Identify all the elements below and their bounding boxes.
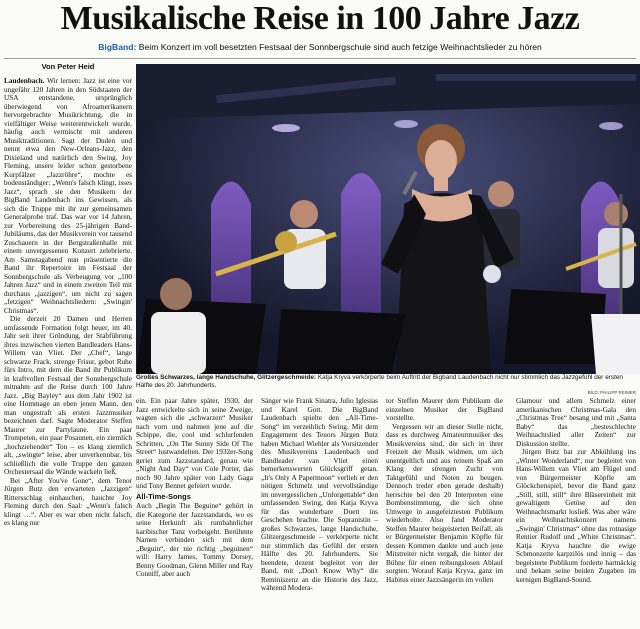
paragraph: Glamour und allem Schmelz einer amerikanischen Christmas-Gala den „Christmas Tree“ besang und mit „Santa Baby“ das „besteschlechte Weihnachtslied aller Zeiten“ zur Diskussion stellte.	[516, 397, 636, 448]
paragraph: Jürgen Butz bat zur Abkühlung ins „Winter Wonderland“, nur begleitet von Hans-Willem van Vliet am Flügel und von Bürgermeister Köpfle am Glöckchenspiel, bevor die Band ganz „Still, still, still“ ihre Bläsereinheit mit gewaltigem Getöse auf den Weihnachtsmarkt losließ. Was aber wäre ein Weihnachtskonzert namens „Swingin' Christmas“ ohne das rotnasige Rentier Rudolf und „White Christmas“. Katja Kryva hauchte die ewige Schmonzette karpzilös und innig – das begeisterte Publikum forderte hartnäckig und bekam seine beiden Zugaben im kernigen BigBand-Sound.	[516, 448, 636, 584]
dateline: Laudenbach.	[4, 77, 45, 85]
subheadline-tag: BigBand:	[98, 42, 137, 52]
divider	[4, 58, 636, 59]
concert-photo	[136, 64, 640, 374]
subheadline-text: Beim Konzert im voll besetzten Festsaal der Sonnbergschule sind auch fetzige Weihnachtslieder zu hören	[136, 42, 542, 52]
section-heading: All-Time-Songs	[136, 491, 191, 501]
headline: Musikalische Reise in 100 Jahre Jazz	[60, 0, 580, 37]
article-column-5	[516, 397, 636, 584]
paragraph: tor Steffen Maurer dem Publikum die einzelnen Musiker der BigBand vorstellte.	[386, 397, 503, 422]
paragraph	[4, 77, 132, 315]
article-column-3	[261, 397, 378, 593]
subheadline	[0, 41, 640, 53]
article-column-1	[4, 77, 132, 528]
article-column-4	[386, 397, 503, 584]
photo-credit: BILD: PHILIPP REIMER	[587, 390, 636, 395]
caption-lead: Großes Schwarzes, lange Handschuhe, Glitzergeschmeide:	[136, 374, 317, 381]
concert-photo-image	[136, 64, 640, 374]
paragraph-text: Wir lernen: Jazz ist eine vor ungefähr 120 Jahren in den Südstaaten der USA entstandene, ursprünglich überwiegend von Afroamerikanern hervorgebrachte Musikrichtung, die in vielfältiger Weise weiterentwickelt wurde, häufig auch vermischt mit anderen Musiktraditionen. Sagt der Duden und nennt etwa den New-Orleans-Jazz, den Dixieland und natürlich den Swing. Joy Fleming, unsere leider schon gestorbene Kurpfälzer „Jazzröhre“, mochte es bodenständiger: „Wenn's falsch klingt, isses Jazz“, sprach sie den Musikern der BigBand Laudenbach ins Gewissen, als sich die Truppe mit ihr zur gemeinsamen Generalprobe traf. Das war vor 14 Jahren, zur Vorbereitung des 25-jährigen Band-Jubiläums, das der Musikverein vor tausend Zuschauern in der Bergstraßenhalle mit einem unvergessenen Konzert zelebrierte. Am Samstagabend nun präsentierte die Band ihr Repertoire im Festsaal der Sonnbergschule als Verbeugung vor „100 Jahren Jazz“ und in einem zweiten Teil mit durchaus „jazzigen“, um nicht zu sagen „fetzigen“ Weihnachtsliedern: „Swingin' Christmas“.	[4, 77, 132, 315]
paragraph: Auch „Begin The Beguine“ gehört in die Kategorie der Jazzstandards, wo es seine Herkunft als rumbahnlicher karibischer Tanz vorbeigeht. Berühmte Namen verbinden sich mit dem „Beguin“, der nie richtig „beguinen“ will: Harry James, Tommy Dorsey, Benny Goodman, Glenn Miller und Ray Conniff, aber auch	[136, 502, 253, 578]
byline: Von Peter Heid	[41, 62, 95, 71]
paragraph: Sänger wie Frank Sinatra, Julio Iglesias und Karel Gott. Die BigBand Laudenbach spielte den „All-Time-Song“ im verzeihlich Swing. Mit dem Engagement des Tenors Jürgen Butz haben Michael Wiehler als Vorsitzender des Musikvereins Laudenbach und Bandleader van Vliet einen bemerkenswerten Glücksgriff getan. „It's Only A Papermoon“ verlieh er den nötigen Schmelz und vervollständige im unvergesslichen „Unforgettable“ den umfassenden Swing, den Katja Kryva für das wunderbare Duett ins Geschehen brachte. Die Sopranistin – großes Schwarzes, lange Handschuhe, Glitzergeschmeide – verkörperte nicht nur stimmlich das Gefühl der ersten Hälfte des 20. Jahrhunderts. Sie beendete, dezent begleitet von der Band, mit „Don't Know Why“ die Reminiszenz an die Historie des Jazz, während Modera-	[261, 397, 378, 592]
photo-caption	[136, 374, 640, 390]
caption-text: Katja Kryva verkörperte beim Auftritt der Bigband Laudenbach nicht nur stimmlich das Jazzgefühl der ersten Hälfte des 20. Jahrhunderts.	[136, 374, 623, 389]
article-column-2	[136, 397, 253, 579]
paragraph: Bei „After You've Gone“, dem Tenor Jürgen Butz den erwarteten „Jazzigen“ Rittersschlag einhauchen, hauchte Joy Fleming durch den Saal: „Wenn's falsch klingt …“. Aber es war eben nicht falsch, es klang nur	[4, 476, 132, 527]
paragraph: Die derzeit 20 Damen und Herren umfassende Formation folgt heuer, im 40. Jahr seit ihrer Gründung, der Stabführung ihres inzwischen vierten Bandleaders Hans-Willem van Vliet. Der „Chef“, lange schwarze Frack, strenge Frisur, gebot Ruhe fürs Intro, mit dem die Band ihr Publikum in kraftvollen Festsaal der Sonnbergschule mitnahm auf die Reise durch 100 Jahre Jazz. „Big Bayley“ aus dem Jahr 1902 ist eine Hommage an eben jenen Mann, den man ungestraft als ersten Jazzmusiker bezeichnen darf. Sagte Moderator Steffen Maurer zur Partylaune. Ein paar Trompeten, ein paar Posaunen, ein ziemlich „hochziehender“ Ton – es klang ziemlich alt, „swingte“ leise, aber unverkennbar, bis schließlich die volle Truppe den ganzen Orchestersaal die Wände wackeln ließ.	[4, 315, 132, 476]
paragraph: ein. Ein paar Jahre später, 1930, der Jazz entwickelte sich in seine Zweige, wagten sich die „schwarzen“ Musiker nach vorn und nahmen jene auf die Schippe, die, cool und schlurfenden Schritten, „On The Sunny Side Of The Street“ lustwandelten. Der 1932er-Song geriet zum Jazzstandard, genau wie „Night And Day“ von Cole Porter, das noch 90 Jahre später von Lady Gaga und Tony Bennet gefeiert wurde.	[136, 397, 253, 490]
paragraph: Vergessen wir an dieser Stelle nicht, dass es durchweg Amateurmusiker des Musikvereins sind, die sich in ihrer Freizeit der Musik widmen, um sich unentgeltlich und aus reinem Spaß am Klang der strengen Zucht von Taktgefühl und Noten zu beugen. Dennoch treder eben gerade deshalb) herrschte bei den 20 Interpreten eine Bombenstimmung, die sich ohne Umwege in ausgefeiztesten Publikum wiederholte. Also fand Moderator Steffen Maurer beigeisterten Beifall, als er Bürgermeister Benjamin Köpfle für dessen Kommen dankte und auch jene Mitstreiter nicht vergaß, die hinter der Bühne für einen reibungslosen Ablauf sorgten. Worauf Katja Kryva, ganz im Habitus einer Jazzsängerin im vollen	[386, 422, 503, 584]
